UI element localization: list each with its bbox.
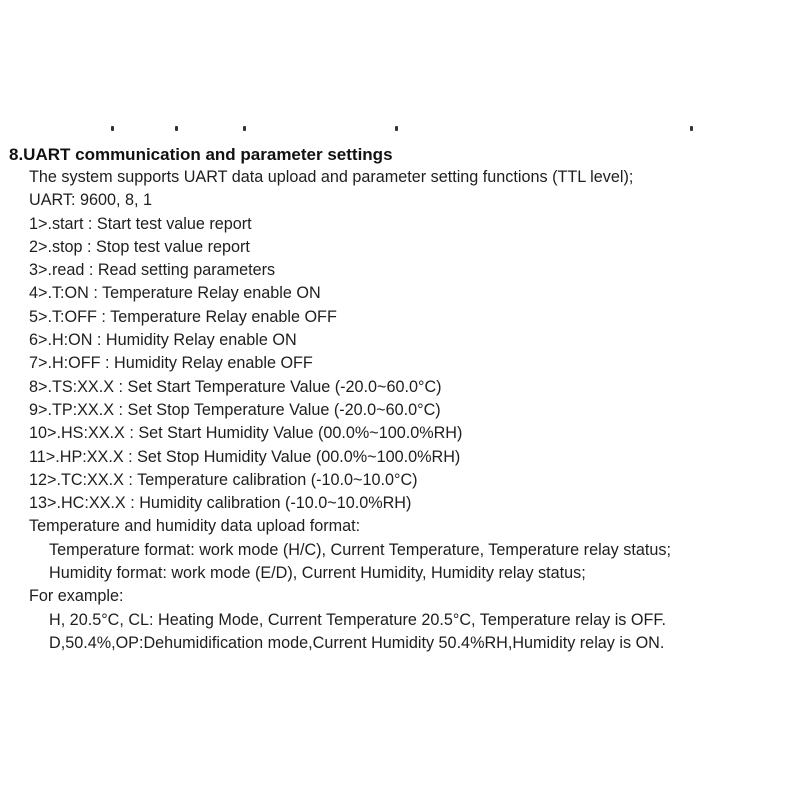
section-title: 8.UART communication and parameter settings <box>9 145 393 164</box>
command-item: 7>.H:OFF : Humidity Relay enable OFF <box>29 354 313 373</box>
example-dehumidify: D,50.4%,OP:Dehumidification mode,Current Humidity 50.4%RH,Humidity relay is ON. <box>49 633 665 652</box>
text-fragment <box>395 126 398 131</box>
command-item: 11>.HP:XX.X : Set Stop Humidity Value (00.0%~100.0%RH) <box>29 447 461 466</box>
command-item: 8>.TS:XX.X : Set Start Temperature Value (-20.0~60.0°C) <box>29 377 442 396</box>
intro-text: The system supports UART data upload and parameter setting functions (TTL level); <box>29 168 634 186</box>
command-item: 1>.start : Start test value report <box>29 214 252 233</box>
text-fragment <box>690 126 693 131</box>
command-item: 3>.read : Read setting parameters <box>29 261 276 280</box>
example-heating: H, 20.5°C, CL: Heating Mode, Current Temperature 20.5°C, Temperature relay is OFF. <box>49 610 666 629</box>
command-item: 10>.HS:XX.X : Set Start Humidity Value (00.0%~100.0%RH) <box>29 424 463 443</box>
example-heading: For example: <box>29 587 124 606</box>
command-item: 12>.TC:XX.X : Temperature calibration (-10.0~10.0°C) <box>29 470 418 489</box>
text-fragment <box>111 126 114 131</box>
text-fragment <box>175 126 178 131</box>
cropped-previous-line <box>0 118 800 134</box>
text-fragment <box>243 126 246 131</box>
format-heading: Temperature and humidity data upload format: <box>29 517 361 536</box>
command-item: 13>.HC:XX.X : Humidity calibration (-10.0~10.0%RH) <box>29 494 412 513</box>
command-list <box>9 213 794 516</box>
uart-settings: UART: 9600, 8, 1 <box>29 191 152 210</box>
humidity-format: Humidity format: work mode (E/D), Current Humidity, Humidity relay status; <box>49 564 586 583</box>
command-item: 5>.T:OFF : Temperature Relay enable OFF <box>29 307 337 326</box>
temperature-format: Temperature format: work mode (H/C), Current Temperature, Temperature relay status; <box>49 540 671 559</box>
command-item: 6>.H:ON : Humidity Relay enable ON <box>29 331 297 350</box>
command-item: 2>.stop : Stop test value report <box>29 237 250 256</box>
uart-section <box>9 144 794 655</box>
command-item: 4>.T:ON : Temperature Relay enable ON <box>29 284 321 303</box>
command-item: 9>.TP:XX.X : Set Stop Temperature Value (-20.0~60.0°C) <box>29 400 441 419</box>
section-body <box>9 166 794 655</box>
